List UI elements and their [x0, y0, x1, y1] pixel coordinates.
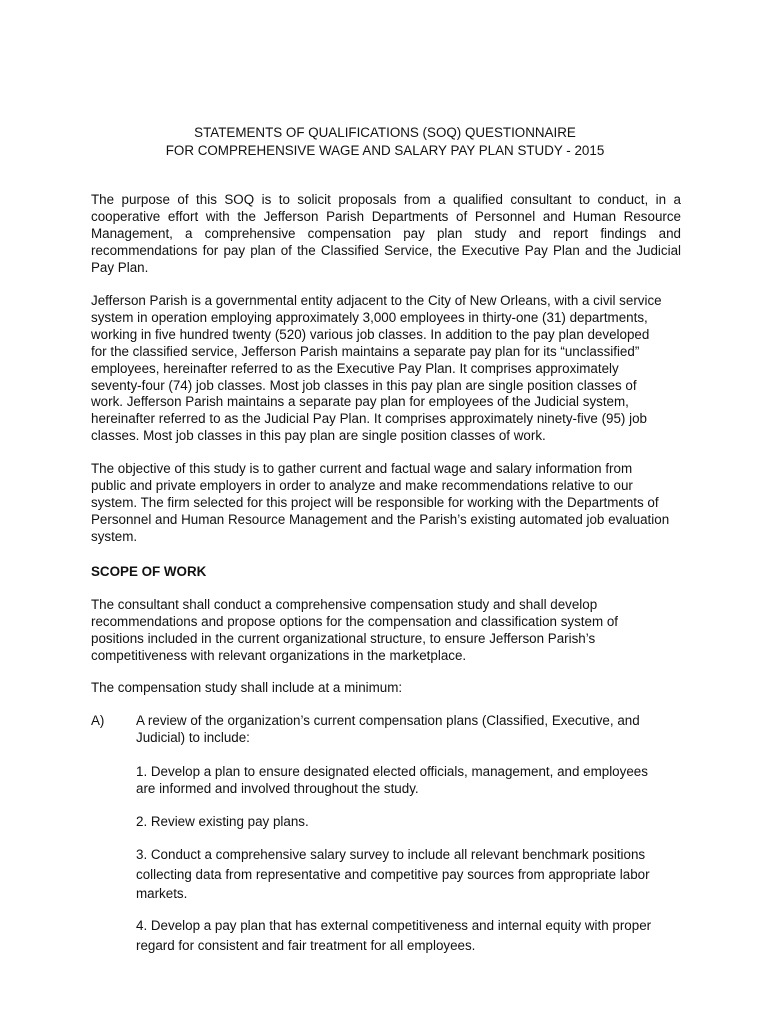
text-line: collecting data from representative and competitive pay sources from appropriate labor [136, 866, 650, 882]
text-line: positions included in the current organizational structure, to ensure Jefferson Parish’s [91, 630, 596, 646]
document-title-line-1: STATEMENTS OF QUALIFICATIONS (SOQ) QUESTIONNAIRE [194, 125, 576, 140]
text-line: markets. [136, 886, 188, 901]
text-line: system. The firm selected for this project will be responsible for working with the Departments of [91, 494, 659, 510]
document-title-line-2: FOR COMPREHENSIVE WAGE AND SALARY PAY PLAN STUDY - 2015 [165, 143, 605, 158]
text-line: Pay Plan. [91, 259, 149, 275]
list-item [136, 814, 309, 831]
list-item [136, 764, 648, 798]
section-a-intro [136, 713, 640, 747]
text-line: cooperative effort with the Jefferson Parish Departments of Personnel and Human Resource [91, 208, 681, 224]
text-line: recommendations and propose options for the compensation and classification system of [91, 613, 618, 629]
text-line: Management, a comprehensive compensation pay plan study and report findings and [91, 225, 681, 241]
text-line: system. [91, 528, 138, 544]
text-line: are informed and involved throughout the study. [136, 780, 419, 796]
list-item [136, 845, 650, 904]
text-line: The compensation study shall include at a minimum: [91, 680, 403, 695]
text-line: The purpose of this SOQ is to solicit proposals from a qualified consultant to conduct, in a [91, 192, 681, 207]
text-line: Jefferson Parish is a governmental entity adjacent to the City of New Orleans, with a civil service [91, 293, 662, 308]
text-line: Judicial) to include: [136, 729, 250, 745]
text-line: employees, hereinafter referred to as the Executive Pay Plan. It comprises approximately [91, 360, 619, 376]
text-line: system in operation employing approximately 3,000 employees in thirty-one (31) departments, [91, 309, 648, 325]
text-line: work. Jefferson Parish maintains a separate pay plan for employees of the Judicial system, [91, 394, 629, 410]
parish-description-paragraph [91, 293, 662, 445]
objective-paragraph [91, 461, 669, 546]
text-line: The objective of this study is to gather current and factual wage and salary information from [91, 461, 633, 476]
text-line: classes. Most job classes in this pay plan are single position classes of work. [91, 428, 546, 444]
text-line: competitiveness with relevant organizations in the marketplace. [91, 647, 467, 663]
text-line: public and private employers in order to analyze and make recommendations relative to our [91, 477, 633, 493]
section-a-label: A) [91, 713, 105, 728]
minimum-requirements-paragraph [91, 680, 402, 697]
text-line: working in five hundred twenty (520) various job classes. In addition to the pay plan developed [91, 326, 650, 342]
text-line: 1. Develop a plan to ensure designated elected officials, management, and employees [136, 764, 648, 779]
text-line: seventy-four (74) job classes. Most job classes in this pay plan are single position classes of [91, 377, 637, 393]
text-line: Personnel and Human Resource Management and the Parish’s existing automated job evaluation [91, 511, 670, 527]
text-line: hereinafter referred to as the Judicial Pay Plan. It comprises approximately ninety-five (95) job [91, 411, 647, 427]
purpose-paragraph [91, 192, 681, 277]
text-line: recommendations for pay plan of the Classified Service, the Executive Pay Plan and the Judicial [91, 242, 681, 258]
text-line: 2. Review existing pay plans. [136, 814, 309, 829]
text-line: A review of the organization’s current compensation plans (Classified, Executive, and [136, 713, 640, 728]
text-line: for the classified service, Jefferson Parish maintains a separate pay plan for its “unclassified” [91, 343, 640, 359]
text-line: regard for consistent and fair treatment for all employees. [136, 937, 476, 953]
scope-paragraph [91, 597, 618, 665]
text-line: The consultant shall conduct a comprehensive compensation study and shall develop [91, 597, 598, 612]
scope-of-work-heading: SCOPE OF WORK [91, 564, 207, 579]
list-item [136, 916, 651, 955]
text-line: 3. Conduct a comprehensive salary survey to include all relevant benchmark positions [136, 847, 646, 862]
text-line: 4. Develop a pay plan that has external competitiveness and internal equity with proper [136, 918, 652, 933]
